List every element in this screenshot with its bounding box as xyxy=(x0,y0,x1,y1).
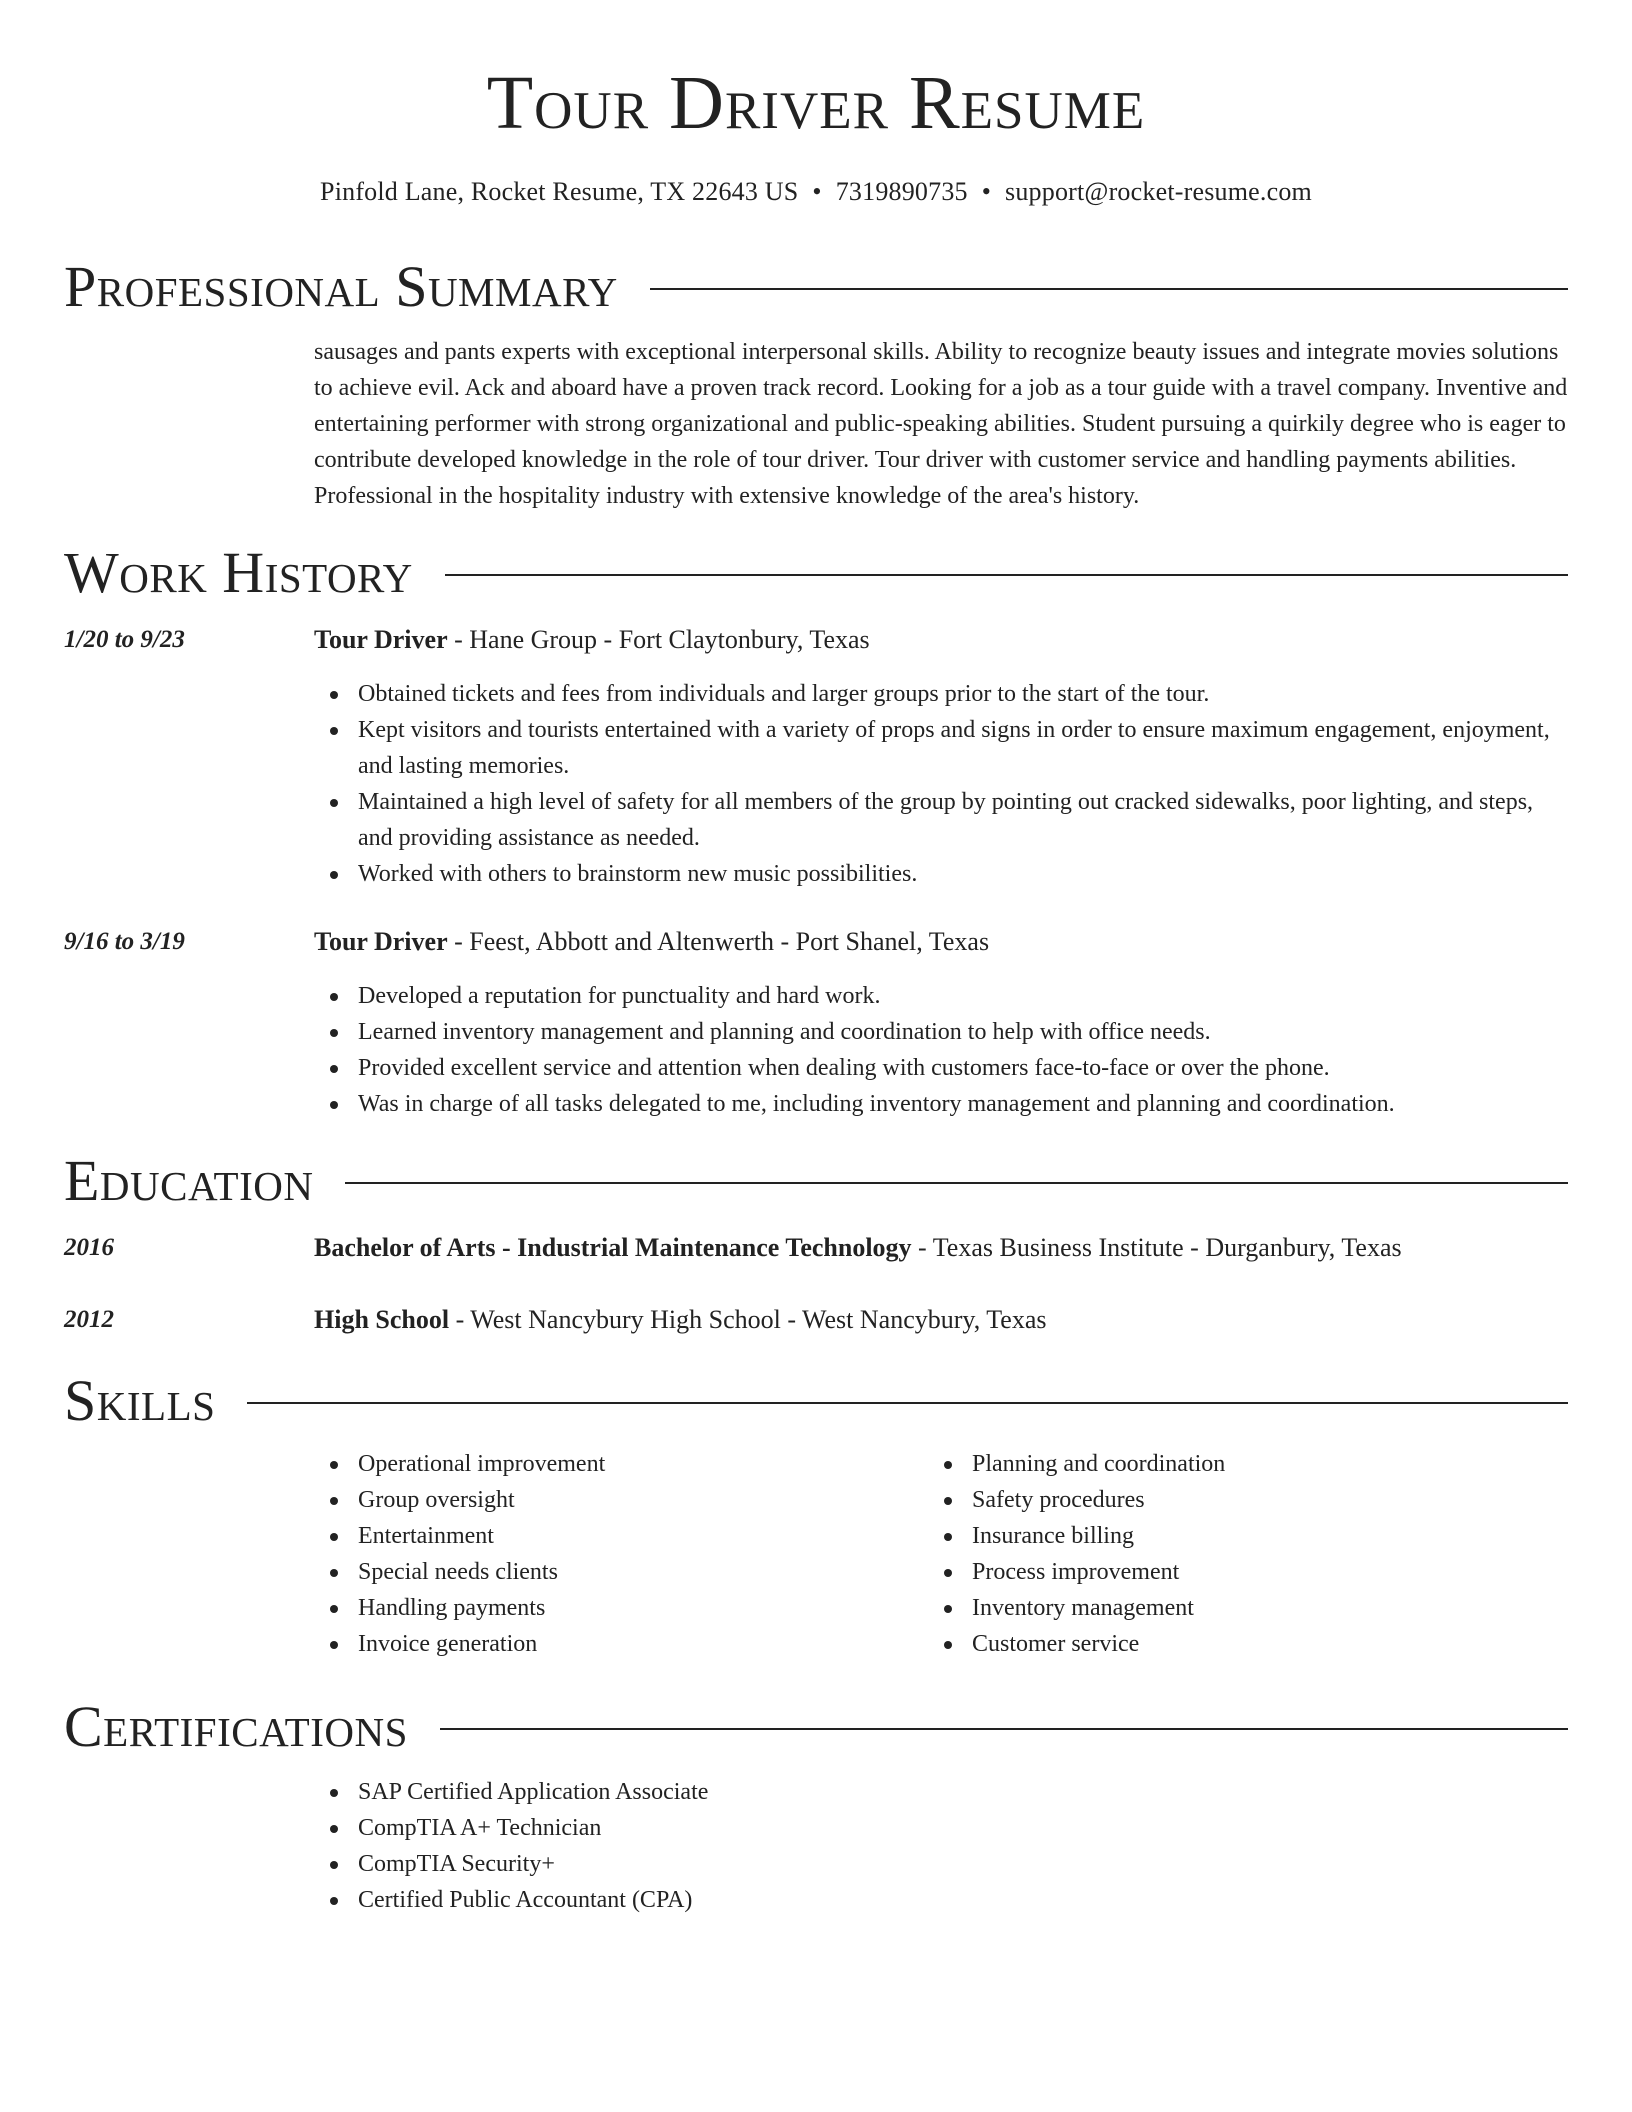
certifications-bullets xyxy=(314,1774,1568,1918)
skills-list xyxy=(314,1446,1568,1662)
list-item: Certified Public Accountant (CPA) xyxy=(314,1882,1568,1918)
job-dates: 1/20 to 9/23 xyxy=(64,626,185,653)
skills-column-right xyxy=(928,1446,1542,1662)
list-item: Provided excellent service and attention when dealing with customers face-to-face or over the phone. xyxy=(314,1050,1568,1086)
contact-line xyxy=(0,172,1632,212)
job-details: - Hane Group - Fort Claytonbury, Texas xyxy=(447,625,870,654)
education-degree: High School xyxy=(314,1305,450,1334)
list-item: Worked with others to brainstorm new music possibilities. xyxy=(314,856,1568,892)
list-item: Entertainment xyxy=(314,1518,928,1554)
list-item: Invoice generation xyxy=(314,1626,928,1662)
education-heading xyxy=(314,1230,1402,1266)
list-item: Learned inventory management and planning and coordination to help with office needs. xyxy=(314,1014,1568,1050)
education-details: - Texas Business Institute - Durganbury, Texas xyxy=(911,1233,1402,1262)
list-item: Customer service xyxy=(928,1626,1542,1662)
section-divider xyxy=(345,1182,1568,1184)
section-header-certifications xyxy=(64,1692,1568,1762)
job-heading xyxy=(314,622,870,658)
section-divider xyxy=(445,574,1568,576)
list-item: Group oversight xyxy=(314,1482,928,1518)
job-role: Tour Driver xyxy=(314,927,448,956)
job-dates: 9/16 to 3/19 xyxy=(64,928,185,955)
list-item: Handling payments xyxy=(314,1590,928,1626)
job-role: Tour Driver xyxy=(314,625,448,654)
contact-separator: • xyxy=(981,177,992,206)
list-item: CompTIA Security+ xyxy=(314,1846,1568,1882)
list-item: Was in charge of all tasks delegated to me, including inventory management and planning and coordination. xyxy=(314,1086,1568,1122)
job-entry xyxy=(64,924,1568,1122)
section-divider xyxy=(247,1402,1568,1404)
job-entry xyxy=(64,622,1568,892)
section-header-education xyxy=(64,1146,1568,1216)
list-item: CompTIA A+ Technician xyxy=(314,1810,1568,1846)
section-title-education: Education xyxy=(64,1148,314,1213)
list-item: Inventory management xyxy=(928,1590,1542,1626)
job-bullets xyxy=(314,978,1568,1122)
education-details: - West Nancybury High School - West Nancybury, Texas xyxy=(449,1305,1047,1334)
education-heading xyxy=(314,1302,1047,1338)
list-item: Kept visitors and tourists entertained with a variety of props and signs in order to ensure maximum engagement, enjoyment, and lasting memories. xyxy=(314,712,1568,784)
list-item: Special needs clients xyxy=(314,1554,928,1590)
list-item: Planning and coordination xyxy=(928,1446,1542,1482)
list-item: Obtained tickets and fees from individuals and larger groups prior to the start of the tour. xyxy=(314,676,1568,712)
section-header-summary xyxy=(64,252,1568,322)
list-item: Safety procedures xyxy=(928,1482,1542,1518)
section-divider xyxy=(650,288,1568,290)
contact-email[interactable]: support@rocket-resume.com xyxy=(1005,177,1312,206)
contact-phone: 7319890735 xyxy=(835,177,968,206)
section-title-skills: Skills xyxy=(64,1368,216,1433)
contact-separator: • xyxy=(812,177,822,206)
list-item: Insurance billing xyxy=(928,1518,1542,1554)
section-title-summary: Professional Summary xyxy=(64,254,618,319)
education-year: 2016 xyxy=(64,1234,114,1261)
certifications-list xyxy=(314,1774,1568,1918)
contact-address: Pinfold Lane, Rocket Resume, TX 22643 US xyxy=(320,177,799,206)
list-item: Developed a reputation for punctuality and hard work. xyxy=(314,978,1568,1014)
education-degree: Bachelor of Arts - Industrial Maintenance Technology xyxy=(314,1233,912,1262)
education-entry xyxy=(64,1302,1568,1338)
resume-title: Tour Driver Resume xyxy=(486,61,1146,145)
education-year: 2012 xyxy=(64,1306,114,1333)
education-entry xyxy=(64,1230,1568,1266)
job-heading xyxy=(314,924,989,960)
list-item: Operational improvement xyxy=(314,1446,928,1482)
list-item: Process improvement xyxy=(928,1554,1542,1590)
list-item: Maintained a high level of safety for all members of the group by pointing out cracked sidewalks, poor lighting, and steps, and providing assistance as needed. xyxy=(314,784,1568,856)
section-title-certifications: Certifications xyxy=(64,1694,408,1759)
job-bullets xyxy=(314,676,1568,892)
list-item: SAP Certified Application Associate xyxy=(314,1774,1568,1810)
skills-column-left xyxy=(314,1446,928,1662)
section-header-skills xyxy=(64,1366,1568,1436)
job-details: - Feest, Abbott and Altenwerth - Port Shanel, Texas xyxy=(447,927,990,956)
section-title-work: Work History xyxy=(64,540,413,605)
summary-text: sausages and pants experts with exceptional interpersonal skills. Ability to recognize beauty issues and integrate movies solutions to achieve evil. Ack and aboard have a proven track record. Looking for a job as a tour guide with a travel company. Inventive and entertaining performer with strong organizational and public-speaking abilities. Student pursuing a quirkily degree who is eager to contribute developed knowledge in the role of tour driver. Tour driver with customer service and handling payments abilities. Professional in the hospitality industry with extensive knowledge of the area's history. xyxy=(314,339,1568,509)
section-header-work xyxy=(64,538,1568,608)
section-divider xyxy=(440,1728,1568,1730)
